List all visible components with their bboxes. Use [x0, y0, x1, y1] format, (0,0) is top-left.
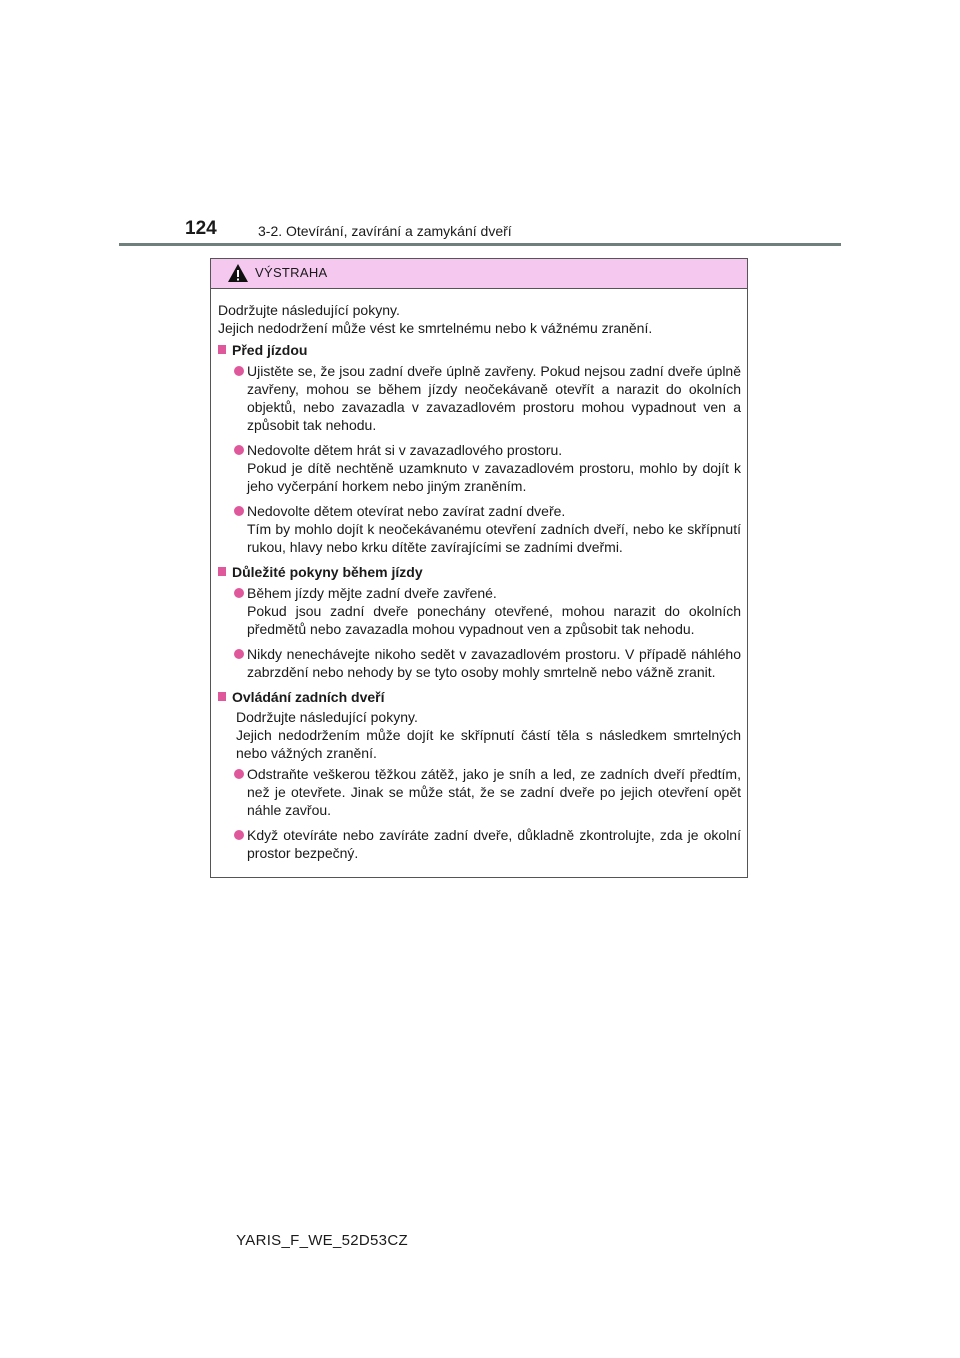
item-text: Tím by mohlo dojít k neočekávanému otevření zadních dveří, nebo ke skřípnutí rukou, hlavy nebo krku dítěte zavírajícími se zadními dveřmi. [247, 521, 741, 555]
lead-line: Jejich nedodržením může dojít ke skřípnutí částí těla s následkem smrtelných nebo vážných zranění. [236, 727, 741, 761]
list-item [234, 765, 741, 819]
item-text: Odstraňte veškerou těžkou zátěž, jako je sníh a led, ze zadních dveří předtím, než je otevřete. Jinak se může stát, že se zadní dveře po jejich otevření opět náhle zavřou. [247, 766, 741, 818]
item-text: Nikdy nenechávejte nikoho sedět v zavazadlovém prostoru. V případě náhlého zabrzdění nebo nehody by se tyto osoby mohly smrtelně nebo vážně zranit. [247, 646, 741, 680]
warning-header [211, 259, 747, 289]
dot-bullet-icon [234, 366, 244, 376]
item-text: Během jízdy mějte zadní dveře zavřené. [247, 585, 497, 601]
group-title: Ovládání zadních dveří [218, 688, 741, 706]
section-driving-precautions [218, 563, 741, 681]
group-lead [236, 708, 741, 762]
dot-bullet-icon [234, 588, 244, 598]
square-bullet-icon [218, 567, 226, 576]
item-text: Když otevíráte nebo zavíráte zadní dveře, důkladně zkontrolujte, zda je okolní prostor bezpečný. [247, 827, 741, 861]
item-text: Pokud jsou zadní dveře ponechány otevřené, mohou narazit do okolních předmětů nebo zavazadla mohou vypadnout ven a způsobit tak nehodu. [247, 603, 741, 637]
item-text: Ujistěte se, že jsou zadní dveře úplně zavřeny. Pokud nejsou zadní dveře úplně zavřeny, mohou se během jízdy neočekávaně otevřít a narazit do okolních objektů, nebo zavazadla v zavazadlovém prostoru mohou vypadnout ven a způsobit tak nehodu. [247, 363, 741, 433]
page-number: 124 [185, 218, 217, 239]
warning-title: VÝSTRAHA [255, 265, 328, 280]
section-title: 3-2. Otevírání, zavírání a zamykání dveří [258, 223, 512, 239]
dot-bullet-icon [234, 649, 244, 659]
item-text: Pokud je dítě nechtěně uzamknuto v zavazadlovém prostoru, mohlo by dojít k jeho vyčerpání horkem nebo jiným zraněním. [247, 460, 741, 494]
dot-bullet-icon [234, 830, 244, 840]
intro-line: Dodržujte následující pokyny. [218, 302, 400, 318]
square-bullet-icon [218, 692, 226, 701]
list-item [234, 362, 741, 434]
warning-intro [218, 301, 741, 337]
warning-box [210, 258, 748, 878]
list-item [234, 826, 741, 862]
item-text: Nedovolte dětem otevírat nebo zavírat zadní dveře. [247, 503, 566, 519]
intro-line: Jejich nedodržení může vést ke smrtelnému nebo k vážnému zranění. [218, 320, 653, 336]
group-title: Před jízdou [218, 341, 741, 359]
list-item [234, 584, 741, 638]
header-rule [119, 243, 841, 246]
section-back-door-operation [218, 688, 741, 862]
warning-triangle-icon [227, 263, 249, 283]
document-code: YARIS_F_WE_52D53CZ [236, 1232, 408, 1249]
square-bullet-icon [218, 345, 226, 354]
warning-body [211, 289, 747, 862]
item-text: Nedovolte dětem hrát si v zavazadlového prostoru. [247, 442, 563, 458]
dot-bullet-icon [234, 445, 244, 455]
list-item [234, 502, 741, 556]
list-item [234, 645, 741, 681]
list-item [234, 441, 741, 495]
dot-bullet-icon [234, 506, 244, 516]
section-before-driving [218, 341, 741, 556]
page-header [0, 218, 960, 248]
dot-bullet-icon [234, 769, 244, 779]
group-title: Důležité pokyny během jízdy [218, 563, 741, 581]
lead-line: Dodržujte následující pokyny. [236, 709, 418, 725]
